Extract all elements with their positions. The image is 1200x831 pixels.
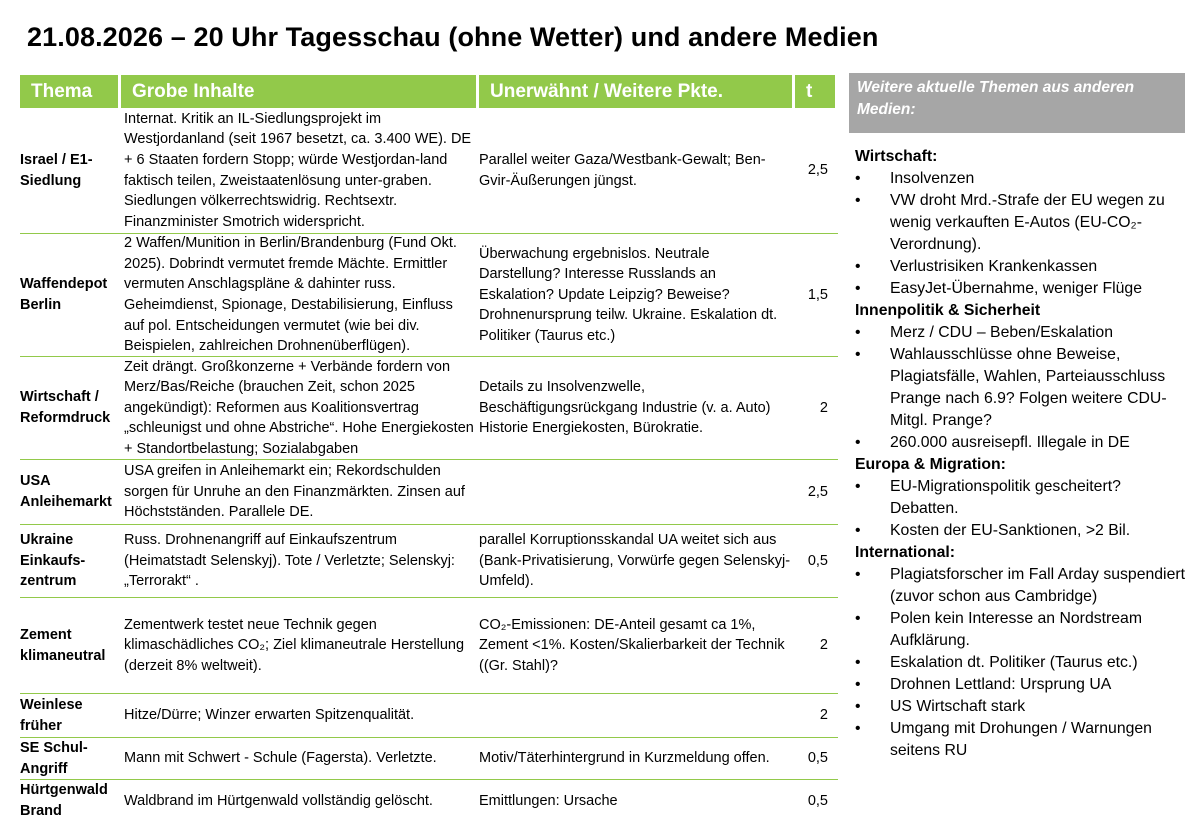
- side-list-item-text: Kosten der EU-Sanktionen, >2 Bil.: [890, 522, 1131, 539]
- row-time: 2: [819, 707, 828, 724]
- bullet-icon: •: [855, 478, 861, 495]
- side-list-item-text: Umgang mit Drohungen / Warnungen seitens RU: [890, 720, 1152, 759]
- bullet-icon: •: [855, 346, 861, 363]
- row-extra: Motiv/Täterhintergrund in Kurzmeldung offen.: [479, 750, 770, 767]
- table-row: [20, 598, 838, 694]
- header-thema: Thema: [20, 75, 118, 108]
- side-section-title: Innenpolitik & Sicherheit: [855, 302, 1041, 319]
- side-section-title: International:: [855, 544, 956, 561]
- side-list-item: [855, 432, 1185, 454]
- table-row: [20, 780, 838, 822]
- row-content: 2 Waffen/Munition in Berlin/Brandenburg (Fund Okt. 2025). Dobrindt vermutet fremde Mächte. Ermittler vermuten Anschlagspläne & dahinter russ. Geheimdienst, Spionage, Destabilisierung, Einfluss auf pol. Entscheidungen vermutet (wie bei div. Beispielen, zahlreichen Drohnenüberflügen).: [124, 235, 457, 355]
- row-time: 0,5: [807, 552, 828, 569]
- row-content: Hitze/Dürre; Winzer erwarten Spitzenqualität.: [124, 707, 415, 724]
- table-row: [20, 460, 838, 525]
- row-content: Zeit drängt. Großkonzerne + Verbände fordern von Merz/Bas/Reiche (brauchen Zeit, schon 2025 angekündigt): Reformen aus Koalitionsvertrag „schleunigst und ohne Abstriche“. Hohe Energiekosten + Standortbelastung; Sozialabgaben: [124, 358, 474, 457]
- header-unerwaehnt: Unerwähnt / Weitere Pkte.: [479, 75, 792, 108]
- bullet-icon: •: [855, 610, 861, 627]
- row-extra: Parallel weiter Gaza/Westbank-Gewalt; Ben-Gvir-Äußerungen jüngst.: [479, 151, 766, 189]
- side-list-item-text: Verlustrisiken Krankenkassen: [890, 258, 1098, 275]
- side-list-item-text: Wahlausschlüsse ohne Beweise, Plagiatsfälle, Wahlen, Parteiausschluss Prange nach 6.9? Folgen weitere CDU-Mitgl. Prange?: [890, 346, 1167, 429]
- side-list-item: [855, 476, 1185, 520]
- bullet-icon: •: [855, 170, 861, 187]
- side-list-item: [855, 652, 1185, 674]
- side-list-item-text: EasyJet-Übernahme, weniger Flüge: [890, 280, 1142, 297]
- side-list-item-text: EU-Migrationspolitik gescheitert? Debatten.: [890, 478, 1121, 517]
- table-row: [20, 738, 838, 780]
- side-list-item: [855, 520, 1185, 542]
- side-list-item-text: Insolvenzen: [890, 170, 975, 187]
- row-theme: Weinlese früher: [20, 696, 83, 734]
- bullet-icon: •: [855, 720, 861, 737]
- side-list-item: [855, 696, 1185, 718]
- table-row: [20, 234, 838, 357]
- side-list-item-text: Plagiatsforscher im Fall Arday suspendiert (zuvor schon aus Cambridge): [890, 566, 1186, 605]
- news-table: [20, 75, 838, 822]
- row-time: 0,5: [807, 750, 828, 767]
- side-list-item: [855, 322, 1185, 344]
- side-list-item: [855, 344, 1185, 432]
- row-time: 1,5: [807, 286, 828, 303]
- bullet-icon: •: [855, 434, 861, 451]
- row-time: 2,5: [807, 483, 828, 500]
- side-list-item-text: VW droht Mrd.-Strafe der EU wegen zu wenig verkauften E-Autos (EU-CO₂-Verordnung).: [890, 192, 1165, 253]
- row-content: Waldbrand im Hürtgenwald vollständig gelöscht.: [124, 792, 433, 809]
- row-extra: Emittlungen: Ursache: [479, 792, 618, 809]
- row-content: Mann mit Schwert - Schule (Fagersta). Verletzte.: [124, 750, 437, 767]
- row-extra: Überwachung ergebnislos. Neutrale Darstellung? Interesse Russlands an Eskalation? Update Leipzig? Beweise? Drohnenursprung teilw. Ukraine. Eskalation dt. Politiker (Taurus etc.): [479, 245, 778, 344]
- page-title: 21.08.2026 – 20 Uhr Tagesschau (ohne Wetter) und andere Medien: [27, 22, 879, 52]
- row-time: 2: [819, 637, 828, 654]
- side-list-item-text: Polen kein Interesse an Nordstream Aufklärung.: [890, 610, 1143, 649]
- row-extra: [479, 460, 795, 524]
- bullet-icon: •: [855, 258, 861, 275]
- header-time: t: [795, 75, 835, 108]
- side-list-item-text: US Wirtschaft stark: [890, 698, 1026, 715]
- side-list-item-text: Drohnen Lettland: Ursprung UA: [890, 676, 1112, 693]
- row-theme: Zement klimaneutral: [20, 626, 106, 664]
- side-panel: [849, 73, 1185, 762]
- row-content: Internat. Kritik an IL-Siedlungsprojekt im Westjordanland (seit 1967 besetzt, ca. 3.400 WE). DE + 6 Staaten fordern Stopp; würde Westjordan-land faktisch teilen, Zweistaatenlösung unter-graben. Siedlungen völkerrechtswidrig. Rechtsextr. Finanzminister Smotrich widerspricht.: [124, 110, 472, 230]
- side-panel-heading: Weitere aktuelle Themen aus anderen Medien:: [849, 73, 1185, 133]
- side-section-title: Europa & Migration:: [855, 456, 1006, 473]
- table-header: [20, 75, 838, 108]
- row-time: 0,5: [807, 792, 828, 809]
- bullet-icon: •: [855, 280, 861, 297]
- table-row: [20, 694, 838, 738]
- side-list-item: [855, 278, 1185, 300]
- side-list-item: [855, 718, 1185, 762]
- row-theme: USA Anleihemarkt: [20, 473, 112, 510]
- side-section-title: Wirtschaft:: [855, 148, 938, 165]
- bullet-icon: •: [855, 676, 861, 693]
- bullet-icon: •: [855, 324, 861, 341]
- row-theme: Hürtgenwald Brand: [20, 782, 108, 819]
- row-theme: Waffendepot Berlin: [20, 276, 108, 313]
- side-list-item: [855, 674, 1185, 696]
- row-content: USA greifen in Anleihemarkt ein; Rekordschulden sorgen für Unruhe an den Finanzmärkten. Zinsen auf Höchstständen. Parallele DE.: [124, 463, 465, 521]
- row-time: 2,5: [807, 162, 828, 179]
- bullet-icon: •: [855, 698, 861, 715]
- row-theme: Wirtschaft / Reformdruck: [20, 389, 111, 426]
- table-row: [20, 525, 838, 598]
- side-list-item: [855, 190, 1185, 256]
- table-row: [20, 357, 838, 460]
- row-content: Zementwerk testet neue Technik gegen klimaschädliches CO₂; Ziel klimaneutrale Herstellung (derzeit 8% weltweit).: [124, 616, 465, 674]
- bullet-icon: •: [855, 192, 861, 209]
- row-extra: [479, 694, 795, 737]
- row-theme: Israel / E1- Siedlung: [20, 151, 93, 189]
- row-theme: Ukraine Einkaufs- zentrum: [20, 532, 86, 590]
- row-extra: CO₂-Emissionen: DE-Anteil gesamt ca 1%, Zement <1%. Kosten/Skalierbarkeit der Technik ((Gr. Stahl)?: [479, 616, 785, 674]
- header-grobe-inhalte: Grobe Inhalte: [121, 75, 476, 108]
- side-list-item: [855, 168, 1185, 190]
- side-list-item: [855, 564, 1185, 608]
- side-panel-body: [849, 146, 1185, 762]
- row-extra: parallel Korruptionsskandal UA weitet sich aus (Bank-Privatisierung, Vorwürfe gegen Selenskyj-Umfeld).: [479, 532, 791, 590]
- table-row: [20, 108, 838, 234]
- side-list-item-text: 260.000 ausreisepfl. Illegale in DE: [890, 434, 1130, 451]
- row-extra: Details zu Insolvenzwelle, Beschäftigungsrückgang Industrie (v. a. Auto) Historie Energiekosten, Bürokratie.: [479, 379, 771, 437]
- row-time: 2: [819, 399, 828, 416]
- side-list-item: [855, 608, 1185, 652]
- row-content: Russ. Drohnenangriff auf Einkaufszentrum (Heimatstadt Selenskyj). Tote / Verletzte; Selenskyj: „Terrorakt“ .: [124, 532, 455, 590]
- bullet-icon: •: [855, 566, 861, 583]
- side-list-item-text: Eskalation dt. Politiker (Taurus etc.): [890, 654, 1138, 671]
- bullet-icon: •: [855, 654, 861, 671]
- bullet-icon: •: [855, 522, 861, 539]
- row-theme: SE Schul- Angriff: [20, 739, 88, 777]
- side-list-item: [855, 256, 1185, 278]
- side-list-item-text: Merz / CDU – Beben/Eskalation: [890, 324, 1114, 341]
